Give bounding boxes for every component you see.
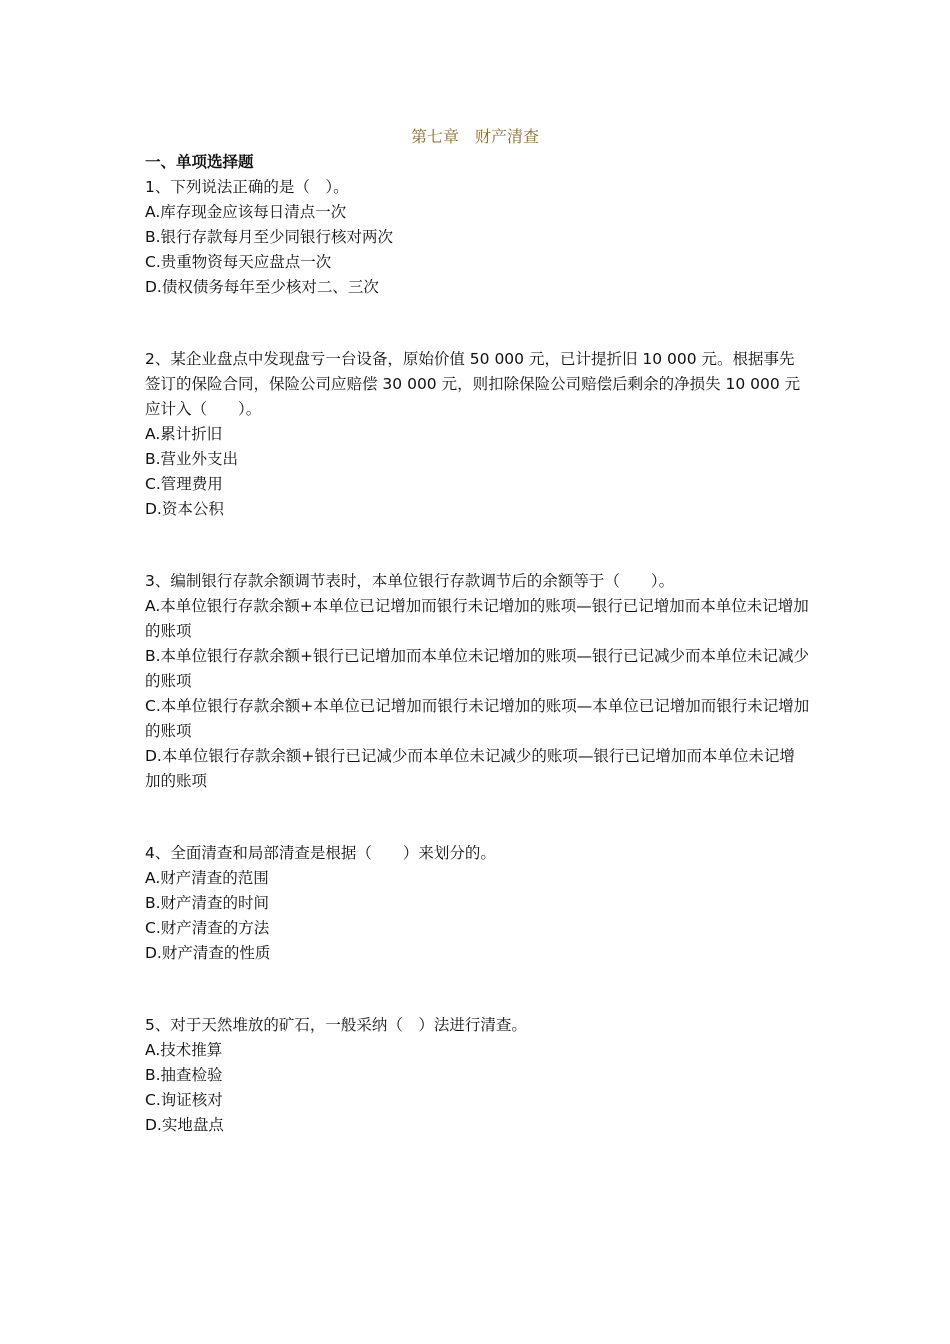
- question-stem: 4、全面清查和局部清查是根据（ ）来划分的。: [145, 844, 496, 862]
- question-4: [145, 841, 810, 966]
- question-3: [145, 569, 810, 794]
- option-d: D.实地盘点: [145, 1116, 224, 1134]
- question-stem: 5、对于天然堆放的矿石，一般采纳（ ）法进行清查。: [145, 1016, 527, 1034]
- option-c: C.贵重物资每天应盘点一次: [145, 253, 332, 271]
- question-5: [145, 1013, 810, 1138]
- option-c: C.财产清查的方法: [145, 919, 270, 937]
- question-stem: 3、编制银行存款余额调节表时，本单位银行存款调节后的余额等于（ ）。: [145, 572, 675, 590]
- document-content: [145, 150, 810, 1138]
- option-a: A.技术推算: [145, 1041, 223, 1059]
- option-c: C.管理费用: [145, 475, 223, 493]
- question-2: [145, 347, 810, 522]
- option-a: A.财产清查的范围: [145, 869, 269, 887]
- option-c: C.询证核对: [145, 1091, 223, 1109]
- option-d: D.财产清查的性质: [145, 944, 271, 962]
- option-b: B.营业外支出: [145, 450, 239, 468]
- question-1: [145, 175, 810, 300]
- question-stem: 2、某企业盘点中发现盘亏一台设备，原始价值 50 000 元，已计提折旧 10 000 元。根据事先签订的保险合同，保险公司应赔偿 30 000 元，则扣除保险公司赔偿后剩余的净损失 10 000 元应计入（ ）。: [145, 350, 801, 418]
- option-d: D.资本公积: [145, 500, 224, 518]
- option-d: D.本单位银行存款余额+银行已记减少而本单位未记减少的账项—银行已记增加而本单位未记增加的账项: [145, 747, 795, 790]
- option-a: A.库存现金应该每日清点一次: [145, 203, 347, 221]
- option-d: D.债权债务每年至少核对二、三次: [145, 278, 379, 296]
- option-b: B.财产清查的时间: [145, 894, 270, 912]
- section-heading: 一、单项选择题: [145, 153, 254, 171]
- option-b: B.本单位银行存款余额+银行已记增加而本单位未记增加的账项—银行已记减少而本单位未记减少的账项: [145, 647, 810, 690]
- option-b: B.抽查检验: [145, 1066, 223, 1084]
- option-c: C.本单位银行存款余额+本单位已记增加而银行未记增加的账项—本单位已记增加而银行未记增加的账项: [145, 697, 810, 740]
- chapter-title: 第七章 财产清查: [410, 127, 539, 146]
- option-a: A.本单位银行存款余额+本单位已记增加而银行未记增加的账项—银行已记增加而本单位未记增加的账项: [145, 597, 809, 640]
- question-stem: 1、下列说法正确的是（ ）。: [145, 178, 349, 196]
- option-a: A.累计折旧: [145, 425, 223, 443]
- option-b: B.银行存款每月至少同银行核对两次: [145, 228, 394, 246]
